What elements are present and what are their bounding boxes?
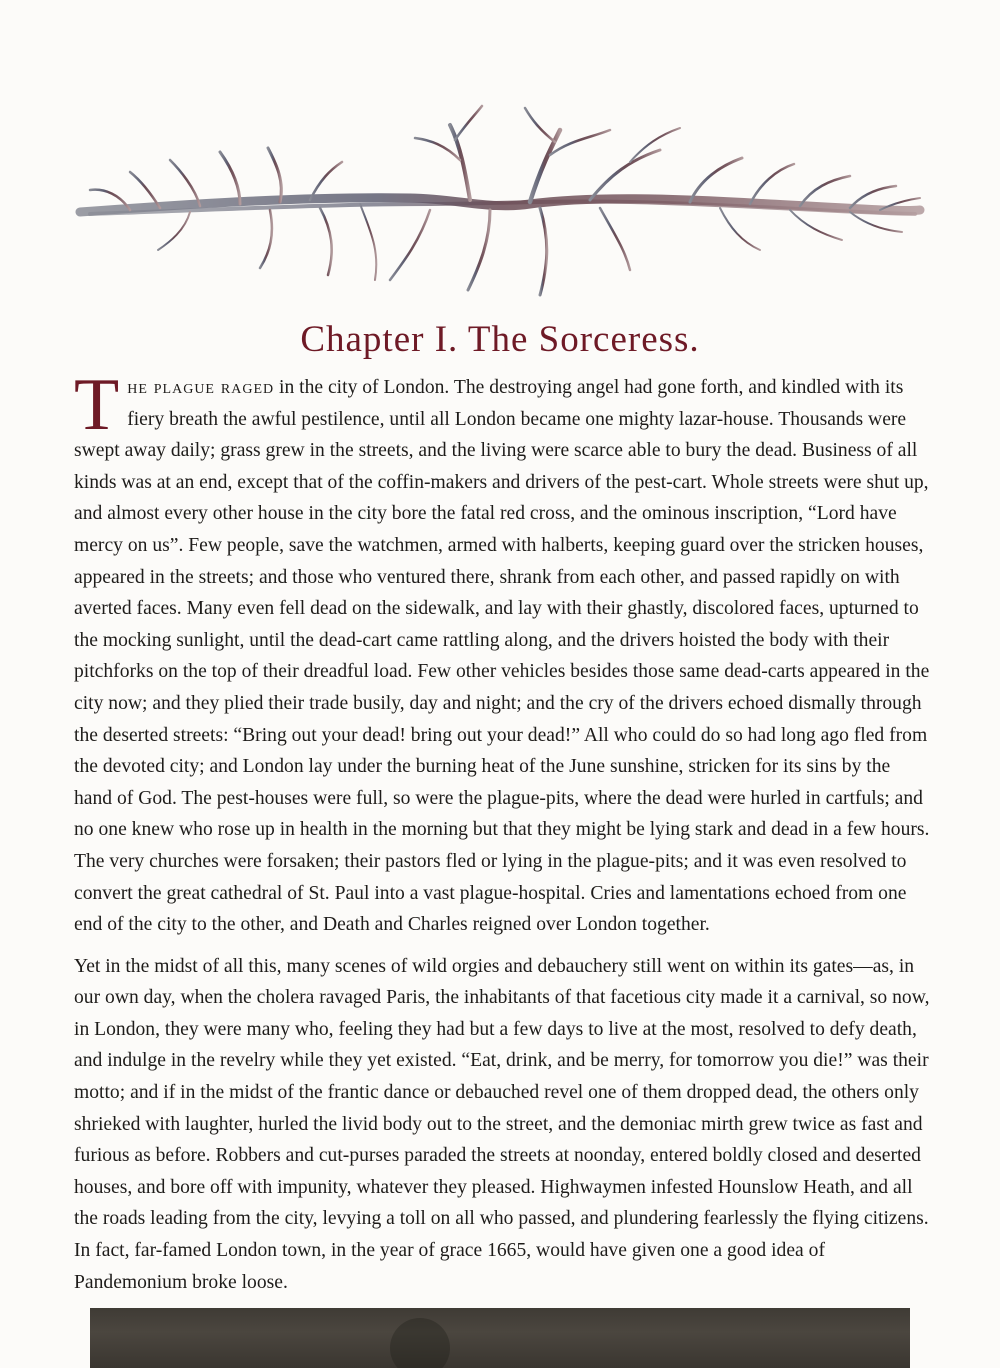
- paragraph-1-text: in the city of London. The destroying angel had gone forth, and kindled with its fiery breath the awful pestilence, until all London became one mighty lazar-house. Thousands were swept away daily; grass grew in the streets, and the living were scarce able to bury the dead. Business of all kinds was at an end, except that of the coffin-makers and drivers of the pest-cart. Whole streets were shut up, and almost every other house in the city bore the fatal red cross, and the ominous inscription, “Lord have mercy on us”. Few people, save the watchmen, armed with halberts, keeping guard over the stricken houses, appeared in the streets; and those who ventured there, shrank from each other, and passed rapidly on with averted faces. Many even fell dead on the sidewalk, and lay with their ghastly, discolored faces, upturned to the mocking sunlight, until the dead-cart came rattling along, and the drivers hoisted the body with their pitchforks on the top of their dreadful load. Few other vehicles besides those same dead-carts appeared in the city now; and they plied their trade busily, day and night; and the cry of the drivers echoed dismally through the deserted streets: “Bring out your dead! bring out your dead!” All who could do so had long ago fled from the devoted city; and London lay under the burning heat of the June sunshine, stricken for its sins by the hand of God. The pest-houses were full, so were the plague-pits, where the dead were hurled in cartfuls; and no one knew who rose up in health in the morning but that they might be lying stark and dead in a few hours. The very churches were forsaken; their pastors fled or lying in the plague-pits; and it was even resolved to convert the great cathedral of St. Paul into a vast plague-hospital. Cries and lamentations echoed from one end of the city to the other, and Death and Charles reigned over London together.: [74, 377, 930, 936]
- drop-cap: T: [74, 364, 120, 446]
- branch-ornament: [70, 100, 930, 310]
- chapter-text: [74, 364, 930, 1298]
- illustration-plate: [90, 1308, 910, 1368]
- paragraph-2: Yet in the midst of all this, many scenes of wild orgies and debauchery still went on within its gates—as, in our own day, when the cholera ravaged Paris, the inhabitants of that facetious city made it a carnival, so now, in London, they were many who, feeling they had but a few days to live at the most, resolved to defy death, and indulge in the revelry while they yet existed. “Eat, drink, and be merry, for tomorrow you die!” was their motto; and if in the midst of the frantic dance or debauched revel one of them dropped dead, the others only shrieked with laughter, hurled the livid body out to the street, and the demoniac mirth grew twice as fast and furious as before. Robbers and cut-purses paraded the streets at noonday, entered boldly closed and deserted houses, and bore off with impunity, whatever they pleased. Highwaymen infested Hounslow Heath, and all the roads leading from the city, levying a toll on all who passed, and plundering fearlessly the flying citizens. In fact, far-famed London town, in the year of grace 1665, would have given one a good idea of Pandemonium broke loose.: [74, 955, 930, 1293]
- chapter-title: Chapter I. The Sorceress.: [300, 319, 700, 360]
- lead-in-smallcaps: he plague raged: [127, 377, 275, 398]
- paragraph-1: [74, 364, 930, 941]
